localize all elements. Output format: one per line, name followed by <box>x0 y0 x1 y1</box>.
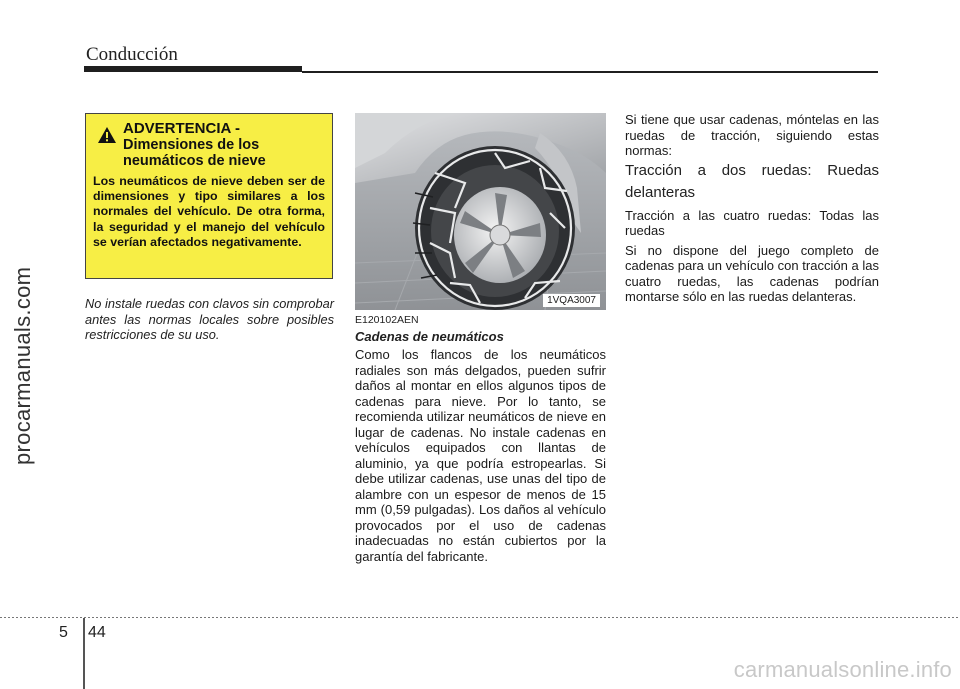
header-rule-thin <box>302 71 878 73</box>
section-code: E120102AEN <box>355 314 419 326</box>
warning-title-line2: Dimensiones de los <box>123 137 260 153</box>
chain-intro: Si tiene que usar cadenas, móntelas en las ruedas de tracción, siguiendo estas normas: <box>625 112 879 158</box>
tire-chain-illustration <box>355 113 606 310</box>
warning-header <box>93 121 325 169</box>
section-body: Como los flancos de los neumáticos radiales son más delgados, pueden sufrir daños al montar en ellos algunos tipos de cadenas para nieve. Por lo tanto, se recomienda utilizar neumáticos de nieve en lugar de cadenas. No instale cadenas en vehículos equipados con llantas de aluminio, ya que podría estropearlas. Si debe utilizar cadenas, use unas del tipo de alambre con un espesor de menos de 15 mm (0,59 pulgadas). Los daños al vehículo provocados por el uso de cadenas inadecuadas no están cubiertos por la garantía del fabricante. <box>355 347 606 564</box>
partial-chain-text: Si no dispone del juego completo de cadenas para un vehículo con tracción a las cuatro ruedas, las cadenas podrían montarse sólo en las ruedas delanteras. <box>625 242 879 304</box>
chapter-number: 5 <box>59 624 68 641</box>
warning-title-line1: ADVERTENCIA - <box>123 120 240 137</box>
section-title: Cadenas de neumáticos <box>355 329 504 344</box>
footer-rule <box>0 617 960 618</box>
chains-section <box>355 314 606 564</box>
two-wheel-drive-heading-line1: Tracción a dos ruedas: Ruedas <box>625 161 879 179</box>
footer-watermark: carmanualsonline.info <box>733 657 952 682</box>
chain-installation-column <box>625 112 879 309</box>
warning-triangle-icon <box>97 126 117 144</box>
page-number: 44 <box>88 624 106 641</box>
two-wheel-drive-heading-line2: delanteras <box>625 183 696 201</box>
header-rule-thick <box>84 66 302 72</box>
warning-box <box>85 113 333 279</box>
side-watermark: procarmanuals.com <box>10 266 35 465</box>
warning-title <box>123 121 266 169</box>
footer-divider <box>83 618 85 689</box>
photo-code: 1VQA3007 <box>543 294 600 307</box>
studded-tire-note: No instale ruedas con clavos sin comprobar antes las normas locales sobre posibles restricciones de su uso. <box>85 296 334 342</box>
four-wheel-drive-text: Tracción a las cuatro ruedas: Todas las ruedas <box>625 207 879 238</box>
warning-body: Los neumáticos de nieve deben ser de dimensiones y tipo similares a los normales del vehículo. De otra forma, la seguridad y el manejo del vehículo se verían afectados negativamente. <box>93 174 325 249</box>
tire-chain-photo <box>355 113 606 310</box>
warning-title-line3: neumáticos de nieve <box>123 153 266 169</box>
page-header-title: Conducción <box>86 44 178 65</box>
